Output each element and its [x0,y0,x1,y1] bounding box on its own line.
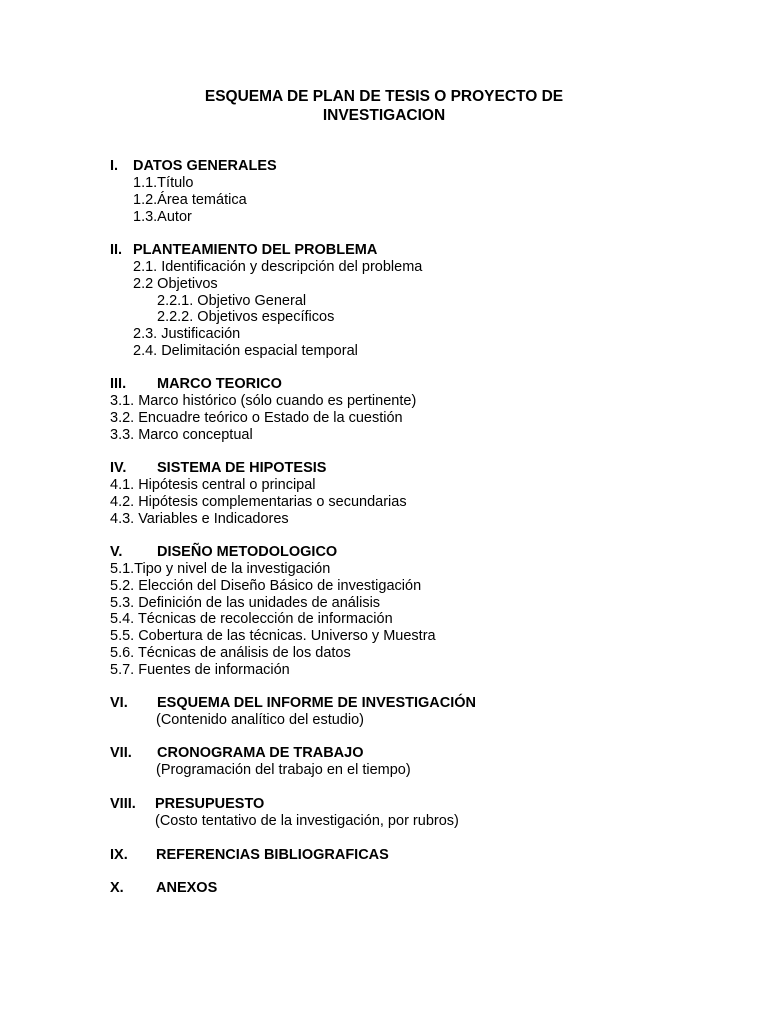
section-diseno-metodologico [110,544,730,679]
list-item: 3.3. Marco conceptual [110,426,253,443]
section-heading [110,745,730,762]
section-title: ESQUEMA DEL INFORME DE INVESTIGACIÓN [157,695,477,711]
section-cronograma [110,745,730,779]
section-heading [110,695,730,712]
list-item: 5.4. Técnicas de recolección de información [110,611,393,628]
section-note: (Contenido analítico del estudio) [156,712,364,728]
section-marco-teorico [110,376,730,443]
section-number: IX. [110,847,128,863]
section-title: ANEXOS [156,880,218,896]
list-item: 4.1. Hipótesis central o principal [110,477,316,493]
title-line-1: ESQUEMA DE PLAN DE TESIS O PROYECTO DE [204,88,564,105]
list-item: 2.4. Delimitación espacial temporal [133,342,358,359]
section-number: VI. [110,695,128,711]
section-title: PLANTEAMIENTO DEL PROBLEMA [133,242,378,258]
list-item: 2.2 Objetivos [133,275,218,292]
list-item: 1.2.Área temática [133,191,247,208]
section-title: DISEÑO METODOLOGICO [157,544,338,560]
section-datos-generales [110,158,730,225]
section-heading [110,796,730,813]
section-number: I. [110,158,119,174]
list-item: 5.2. Elección del Diseño Básico de investigación [110,577,422,594]
list-item: 1.1.Título [133,175,194,191]
section-number: X. [110,880,124,896]
section-number: III. [110,376,127,392]
section-number: IV. [110,460,127,476]
list-item: 4.2. Hipótesis complementarias o secundarias [110,493,407,510]
list-item: 1.3.Autor [133,208,192,225]
section-heading [110,158,730,175]
section-note: (Costo tentativo de la investigación, por rubros) [155,813,459,829]
section-sistema-hipotesis [110,460,730,527]
title-line-2: INVESTIGACION [322,107,446,124]
list-item: 5.3. Definición de las unidades de análisis [110,594,381,611]
section-presupuesto [110,796,730,830]
list-item: 2.2.2. Objetivos específicos [157,309,335,326]
section-title: PRESUPUESTO [155,796,265,812]
section-heading [110,847,730,864]
section-title: MARCO TEORICO [157,376,282,392]
section-heading [110,880,730,897]
list-item: 5.7. Fuentes de información [110,661,290,678]
list-item: 5.1.Tipo y nivel de la investigación [110,561,331,577]
section-title: REFERENCIAS BIBLIOGRAFICAS [156,847,389,863]
section-anexos [110,880,730,897]
section-note: (Programación del trabajo en el tiempo) [156,762,411,778]
section-title: SISTEMA DE HIPOTESIS [157,460,327,476]
list-item: 2.3. Justificación [133,326,241,343]
section-number: VIII. [110,796,136,812]
section-referencias [110,847,730,864]
document-title [0,87,768,125]
list-item: 3.1. Marco histórico (sólo cuando es pertinente) [110,393,417,409]
section-heading [110,544,730,561]
list-item: 3.2. Encuadre teórico o Estado de la cuestión [110,409,403,426]
section-number: V. [110,544,123,560]
section-planteamiento [110,242,730,360]
section-heading [110,460,730,477]
section-heading [110,376,730,393]
section-number: VII. [110,745,132,761]
list-item: 2.2.1. Objetivo General [157,292,307,309]
section-title: DATOS GENERALES [133,158,277,174]
section-title: CRONOGRAMA DE TRABAJO [157,745,364,761]
list-item: 5.6. Técnicas de análisis de los datos [110,644,351,661]
section-heading [110,242,730,259]
section-esquema-informe [110,695,730,729]
section-number: II. [110,242,123,258]
list-item: 5.5. Cobertura de las técnicas. Universo y Muestra [110,628,436,645]
list-item: 4.3. Variables e Indicadores [110,510,289,527]
list-item: 2.1. Identificación y descripción del problema [133,259,423,275]
